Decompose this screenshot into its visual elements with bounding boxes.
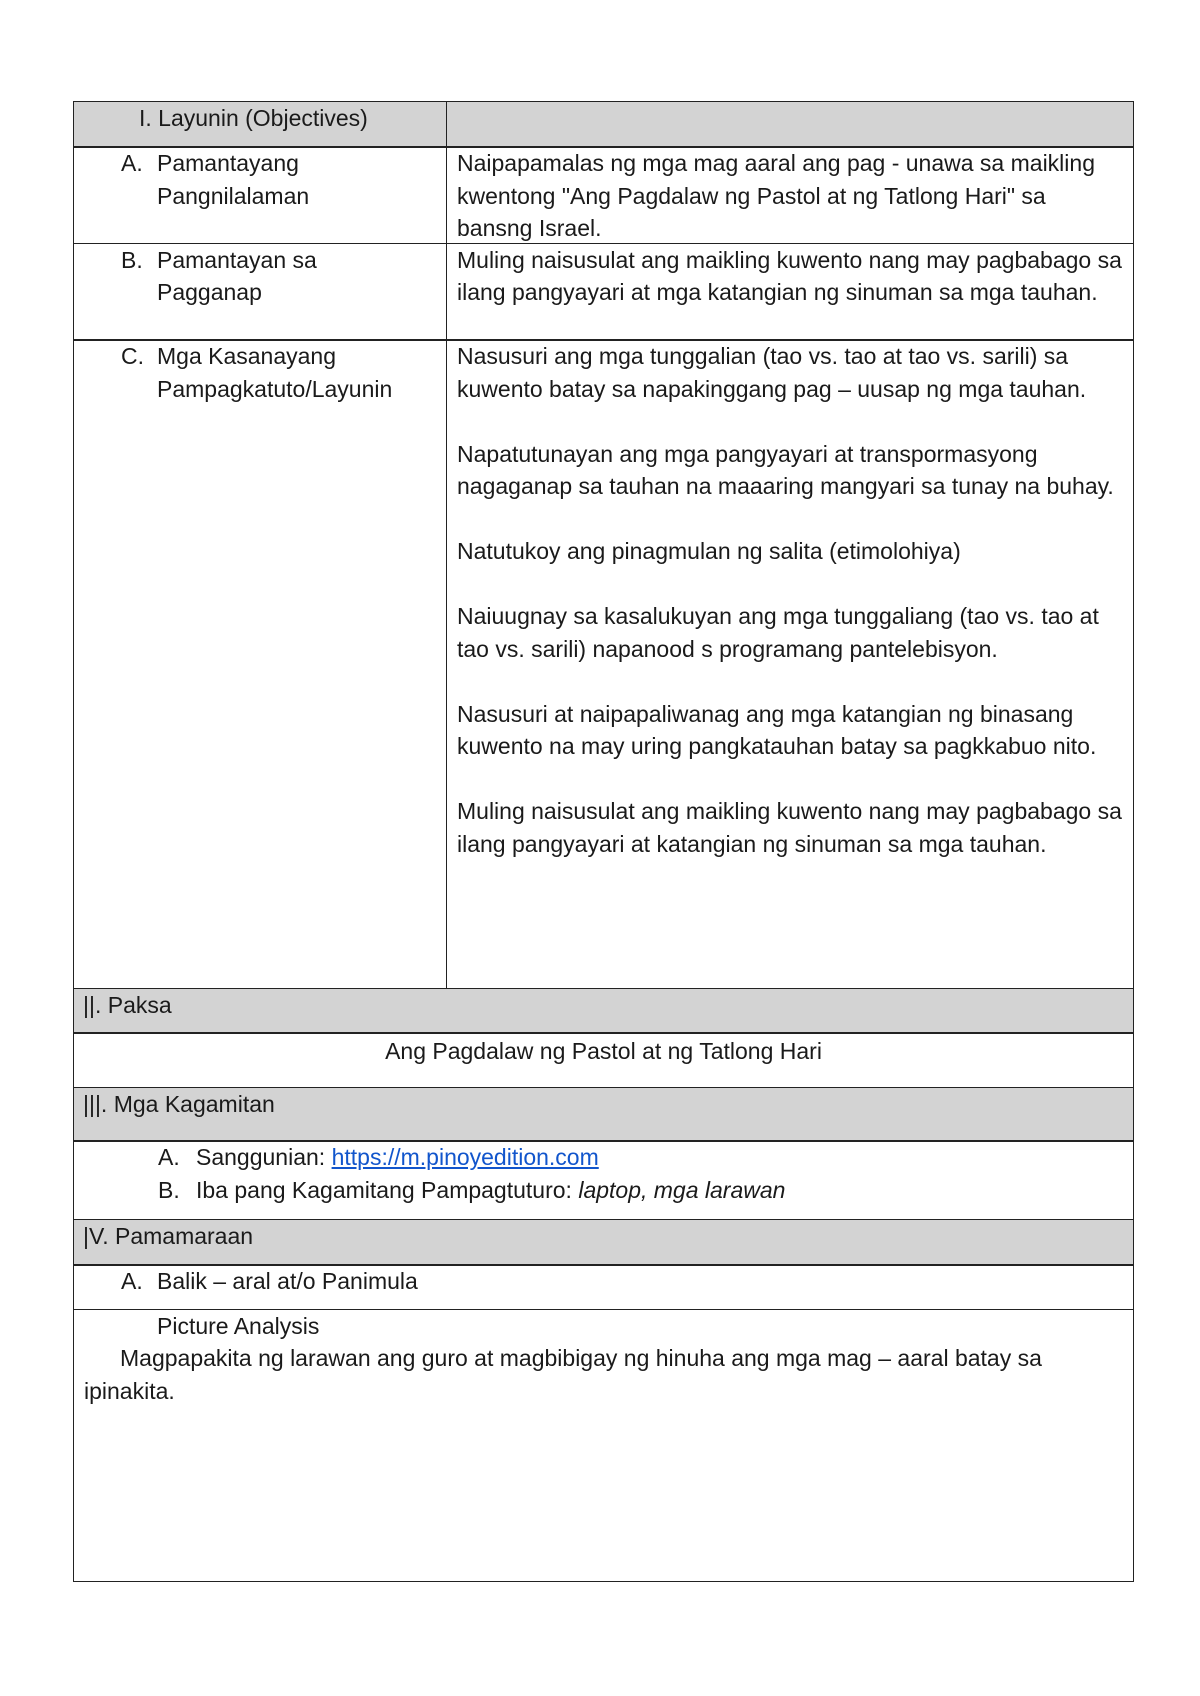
pamamaraan-activity-row — [73, 1309, 1134, 1582]
objective-text: Natutukoy ang pinagmulan ng salita (etimolohiya) — [457, 538, 961, 564]
objective-content-cell — [447, 340, 1133, 988]
pamamaraan-header-row — [73, 1219, 1134, 1266]
objective-content-cell — [447, 244, 1133, 340]
objective-row-b — [73, 243, 1134, 341]
sanggunian-label: Sanggunian: — [196, 1144, 332, 1170]
objective-text: Muling naisusulat ang maikling kuwento nang may pagbabago sa ilang pangyayari at mga katangian ng sinuman sa mga tauhan. — [457, 246, 1122, 305]
iba-label: Iba pang Kagamitang Pampagtuturo: — [196, 1176, 579, 1203]
objectives-header: I. Layunin (Objectives) — [139, 104, 368, 131]
objective-text: Muling naisusulat ang maikling kuwento nang may pagbabago sa ilang pangyayari at katangian ng sinuman sa mga tauhan. — [457, 798, 1122, 857]
objective-label-line: Pamantayan sa — [157, 246, 317, 273]
step-label: Balik – aral at/o Panimula — [157, 1268, 418, 1294]
kagamitan-header-row — [73, 1087, 1134, 1142]
objective-label-line: Pampagkatuto/Layunin — [157, 375, 393, 402]
objective-label-line: Pagganap — [157, 279, 262, 305]
sanggunian-marker: A. — [158, 1144, 180, 1170]
activity-title: Picture Analysis — [157, 1312, 320, 1339]
kagamitan-content-row — [73, 1140, 1134, 1220]
objective-marker: B. — [121, 246, 143, 273]
objective-label-cell — [74, 147, 447, 243]
objective-text: Napatutunayan ang mga pangyayari at transpormasyong nagaganap sa tauhan na maaaring mangyari sa tunay na buhay. — [457, 440, 1114, 499]
objective-text: Nasusuri ang mga tunggalian (tao vs. tao at tao vs. sarili) sa kuwento batay sa napakinggang pag – uusap ng mga tauhan. — [457, 343, 1087, 402]
objective-content-cell — [447, 147, 1133, 243]
pamamaraan-step-row — [73, 1264, 1134, 1310]
pamamaraan-header: |V. Pamamaraan — [83, 1222, 254, 1249]
objective-text: Nasusuri at naipapaliwanag ang mga katangian ng binasang kuwento na may uring pangkatauhan batay sa pagkkabuo nito. — [457, 700, 1097, 759]
lesson-plan-table — [73, 102, 1134, 1582]
objective-label-line: Pangnilalaman — [157, 182, 310, 209]
objective-marker: A. — [121, 150, 143, 176]
objective-label-cell — [74, 244, 447, 340]
objective-label-line: Mga Kasanayang — [157, 343, 337, 369]
objective-label — [74, 147, 446, 212]
objective-text: Naiuugnay sa kasalukuyan ang mga tunggaliang (tao vs. tao at tao vs. sarili) napanood s programang pantelebisyon. — [457, 603, 1099, 662]
sanggunian-link[interactable]: https://m.pinoyedition.com — [331, 1144, 599, 1170]
pamamaraan-step — [74, 1265, 1133, 1298]
paksa-header: ||. Paksa — [83, 991, 172, 1018]
paksa-title-row — [73, 1032, 1134, 1088]
objective-label — [74, 244, 446, 309]
paksa-header-row — [73, 988, 1134, 1034]
step-marker: A. — [121, 1268, 143, 1294]
activity-text: Magpapakita ng larawan ang guro at magbibigay ng hinuha ang mga mag – aaral batay sa ipinakita. — [84, 1345, 1042, 1404]
objectives-header-empty-cell — [447, 102, 1133, 147]
iba-value: laptop, mga larawan — [578, 1176, 786, 1203]
objective-label — [74, 340, 446, 405]
objective-row-a — [73, 146, 1134, 244]
objective-marker: C. — [121, 343, 144, 369]
objective-row-c — [73, 339, 1134, 989]
iba-pang-kagamitan-item — [74, 1174, 1133, 1207]
paksa-title: Ang Pagdalaw ng Pastol at ng Tatlong Hari — [385, 1038, 822, 1064]
objectives-header-row — [73, 101, 1134, 148]
objective-label-cell — [74, 340, 447, 988]
objectives-header-cell — [74, 102, 447, 147]
objective-label-line: Pamantayang — [157, 150, 299, 176]
kagamitan-header: |||. Mga Kagamitan — [83, 1090, 275, 1117]
sanggunian-item — [74, 1141, 1133, 1174]
iba-marker: B. — [158, 1176, 180, 1203]
objective-text: Naipapamalas ng mga mag aaral ang pag - unawa sa maikling kwentong "Ang Pagdalaw ng Pastol at ng Tatlong Hari" sa bansng Israel. — [457, 150, 1095, 241]
